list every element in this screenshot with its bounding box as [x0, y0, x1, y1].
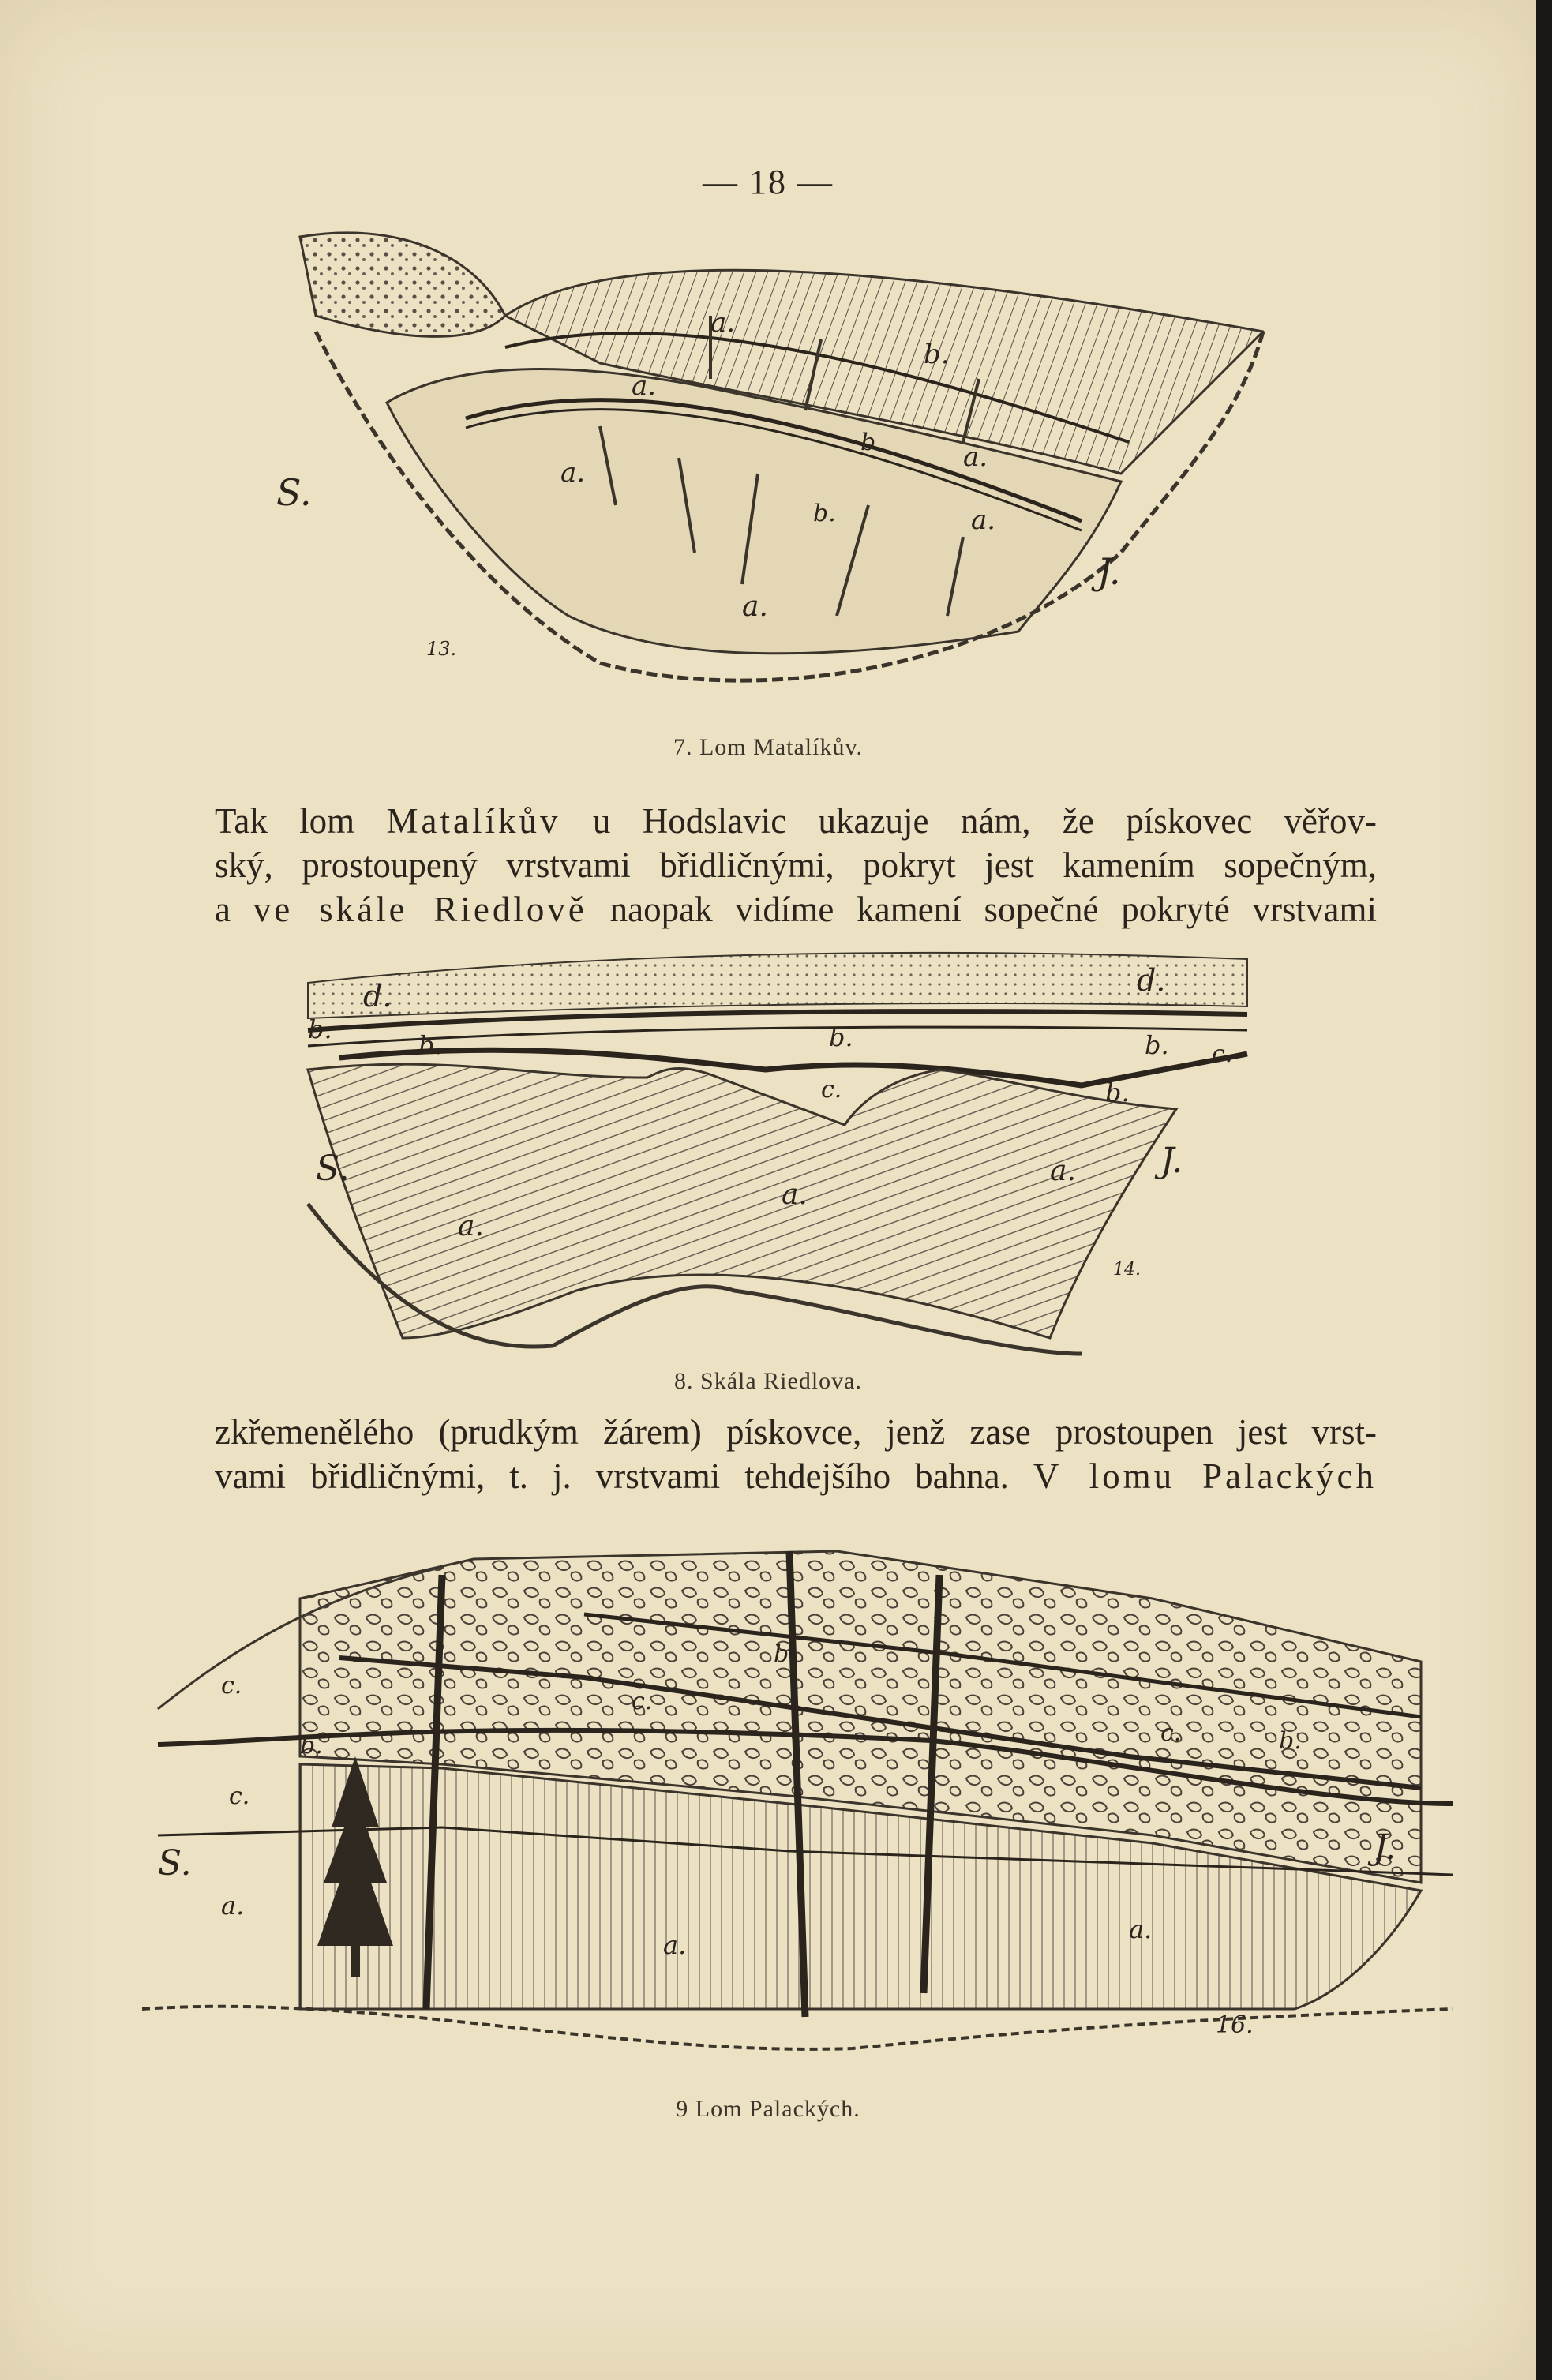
scan-edge	[1536, 0, 1552, 2380]
label-a: a.	[1050, 1155, 1076, 1187]
paragraph-1	[215, 799, 1377, 931]
label-b: b.	[308, 1014, 332, 1044]
label-c: c.	[1212, 1040, 1233, 1068]
plate-number: 13.	[426, 638, 457, 660]
label-b: b.	[924, 339, 950, 370]
label-a: a.	[710, 307, 736, 339]
figure-7-illustration	[268, 221, 1295, 726]
layer-a-rock	[308, 1064, 1176, 1338]
label-a: a.	[663, 1930, 687, 1960]
spaced-text-run: ve skále Riedlově	[253, 890, 587, 929]
label-b: b.	[418, 1030, 443, 1060]
label-west: S.	[158, 1843, 192, 1883]
label-a: a.	[560, 457, 586, 489]
label-b: b.	[829, 1022, 853, 1052]
label-a: a.	[221, 1891, 245, 1921]
spaced-text-run: V lomu Palackých	[1033, 1456, 1377, 1496]
label-a: a.	[458, 1210, 484, 1242]
rock-mass	[300, 233, 505, 336]
paragraph-2	[215, 1410, 1377, 1498]
text-run: naopak vidíme kamení sopečné pokryté vrstvami	[587, 890, 1377, 929]
label-d: d.	[1137, 963, 1166, 998]
label-c: c.	[632, 1688, 653, 1715]
label-b: b.	[813, 500, 836, 527]
figure-caption: 9 Lom Palackých.	[676, 2096, 860, 2122]
label-b: b.	[1105, 1078, 1130, 1108]
label-west: S.	[316, 1149, 350, 1189]
text-run: u Hodslavic ukazuje nám, že pískovec věřov-	[560, 801, 1377, 841]
spaced-text-run: Matalíkův	[386, 801, 561, 841]
label-a: a.	[1129, 1914, 1153, 1944]
label-east: J.	[1374, 1827, 1396, 1868]
label-west: S.	[276, 471, 312, 514]
figure-8-illustration	[292, 943, 1263, 1370]
figure-caption: 8. Skála Riedlova.	[674, 1368, 862, 1394]
plate-number: 16.	[1216, 2011, 1254, 2039]
label-c: c.	[229, 1782, 250, 1810]
label-c: c.	[1160, 1719, 1182, 1747]
label-b: b.	[300, 1732, 323, 1760]
label-a: a.	[742, 590, 768, 623]
figure-lom-matalikuv	[268, 221, 1295, 726]
layer-d-soil	[308, 953, 1247, 1018]
label-a: a.	[782, 1179, 808, 1211]
label-east: J.	[1160, 1141, 1183, 1181]
page-number: — 18 —	[703, 163, 834, 201]
text-line	[215, 887, 1377, 931]
text-line	[215, 1454, 1377, 1498]
figure-skala-riedlova	[292, 943, 1263, 1370]
label-b: b.	[774, 1640, 797, 1668]
figure-9-illustration	[142, 1504, 1453, 2072]
label-b: b.	[860, 429, 883, 456]
text-run: Tak lom	[215, 801, 387, 841]
text-line	[215, 799, 1377, 843]
label-c: c.	[821, 1076, 842, 1104]
text-line: zkřemenělého (prudkým žárem) pískovce, jenž zase prostoupen jest vrst-	[215, 1412, 1377, 1452]
label-a: a.	[971, 504, 996, 536]
plate-number: 14.	[1113, 1260, 1141, 1280]
label-c: c.	[221, 1672, 242, 1700]
label-d: d.	[363, 979, 392, 1014]
figure-lom-palackych	[142, 1504, 1453, 2072]
figure-caption: 7. Lom Matalíkův.	[673, 734, 864, 760]
label-b: b.	[1279, 1727, 1302, 1755]
text-run: a	[215, 890, 253, 929]
label-a: a.	[632, 370, 657, 402]
label-a: a.	[963, 441, 988, 473]
text-line: ský, prostoupený vrstvami břidličnými, pokryt jest kamením sopečným,	[215, 845, 1377, 885]
label-b: b.	[1145, 1030, 1169, 1060]
text-run: vami břidličnými, t. j. vrstvami tehdejšího bahna.	[215, 1456, 1033, 1496]
label-east: J.	[1097, 550, 1121, 593]
